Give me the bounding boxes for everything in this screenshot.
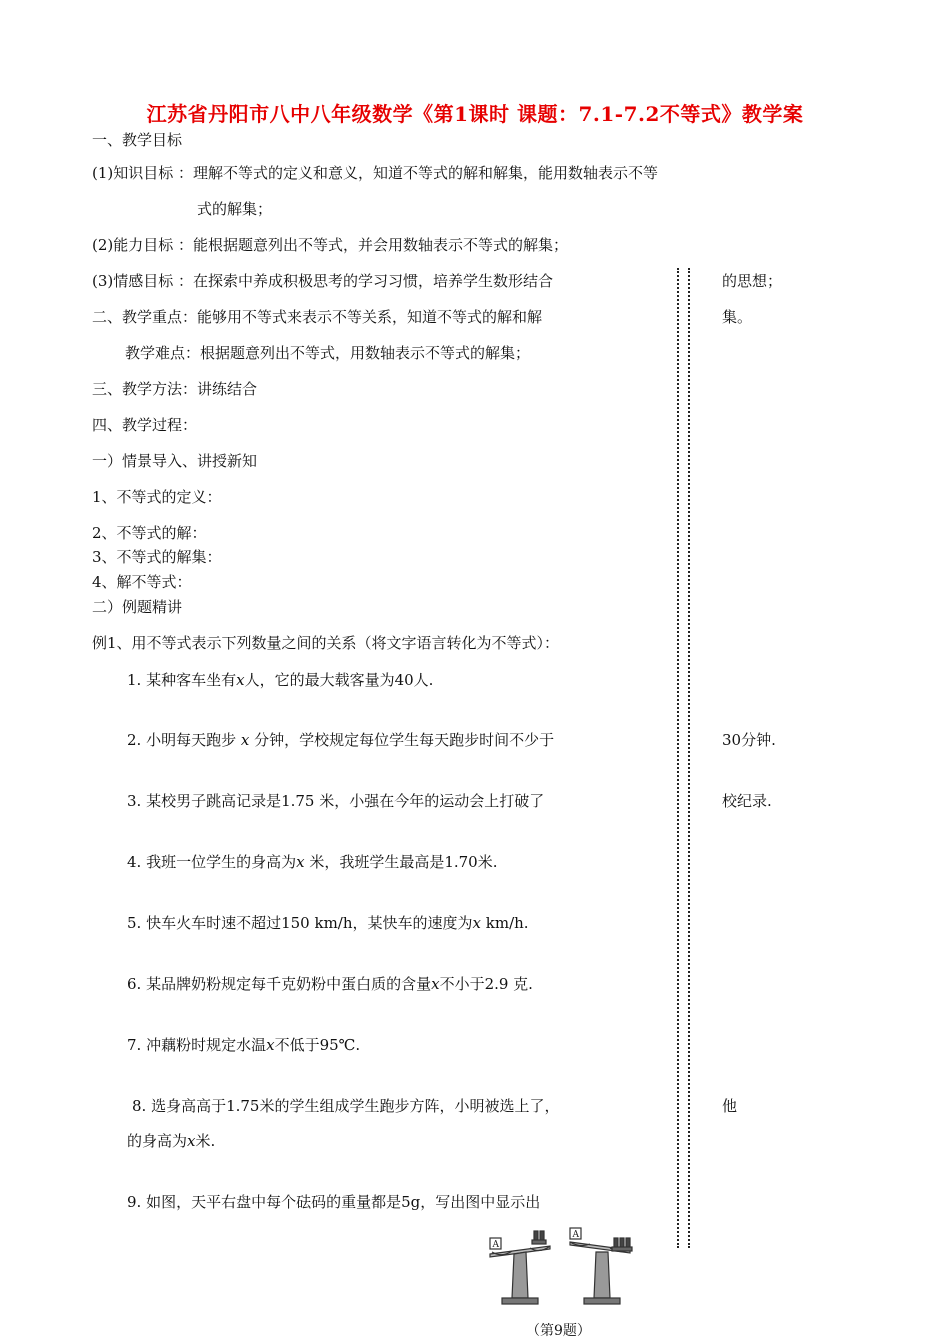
knowledge-goal-cont: 式的解集； [197,200,273,218]
item-7: 7. 冲藕粉时规定水温x不低于95℃. [127,1036,361,1054]
item-8-cont: 他 [722,1097,738,1115]
item-5: 5. 快车火车时速不超过150 km/h，某快车的速度为x km/h. [127,914,529,932]
figure-caption: （第9题） [526,1323,591,1339]
question-solve: 4、解不等式： [92,573,192,591]
key-points-cont: 集。 [722,308,753,326]
emotion-goal-cont: 的思想； [722,272,783,290]
right-balance [570,1228,632,1304]
item-6: 6. 某品牌奶粉规定每千克奶粉中蛋白质的含量x不小于2.9 克. [127,975,533,993]
teaching-method: 三、教学方法：讲练结合 [92,380,258,398]
box-a-label-right: A [572,1230,579,1240]
item-2: 2. 小明每天跑步 x 分钟，学校规定每位学生每天跑步时间不少于 [127,731,555,749]
question-solution-set: 3、不等式的解集： [92,548,222,566]
item-8-line2: 的身高为x米. [127,1132,216,1150]
key-points: 二、教学重点：能够用不等式来表示不等关系，知道不等式的解和解 [92,308,543,326]
question-definition: 1、不等式的定义： [92,488,222,506]
example-1: 例1、用不等式表示下列数量之间的关系（将文字语言转化为不等式）： [92,634,560,652]
part-examples: 二）例题精讲 [92,598,183,616]
item-8: 8. 选身高高于1.75米的学生组成学生跑步方阵，小明被选上了， [132,1097,560,1115]
left-balance [490,1231,550,1304]
item-9: 9. 如图，天平右盘中每个砝码的重量都是5g，写出图中显示出 [127,1193,541,1211]
difficulty: 教学难点：根据题意列出不等式，用数轴表示不等式的解集； [125,344,531,362]
item-3-cont: 校纪录. [722,792,772,810]
knowledge-goal: (1)知识目标 ：理解不等式的定义和意义，知道不等式的解和解集，能用数轴表示不等 [92,164,659,182]
dotted-fold-line [677,268,691,1248]
emotion-goal: (3)情感目标 ：在探索中养成积极思考的学习习惯，培养学生数形结合 [92,272,554,290]
item-4: 4. 我班一位学生的身高为x 米，我班学生最高是1.70米. [127,853,498,871]
ability-goal: (2)能力目标 ：能根据题意列出不等式，并会用数轴表示不等式的解集； [92,236,569,254]
item-3: 3. 某校男子跳高记录是1.75 米，小强在今年的运动会上打破了 [127,792,545,810]
document-title: 江苏省丹阳市八中八年级数学《第1课时 课题：7.1-7.2不等式》教学案 [146,102,804,126]
box-a-label-left: A [492,1240,499,1250]
item-2-cont: 30分钟. [722,731,776,749]
teaching-process: 四、教学过程： [92,416,198,434]
part-intro: 一）情景导入、讲授新知 [92,452,258,470]
item-1: 1. 某种客车坐有x人，它的最大载客量为40人. [127,671,434,689]
question-solution: 2、不等式的解： [92,524,207,542]
balance-scales-figure [480,1218,650,1316]
section-teaching-goals: 一、教学目标 [92,131,183,149]
